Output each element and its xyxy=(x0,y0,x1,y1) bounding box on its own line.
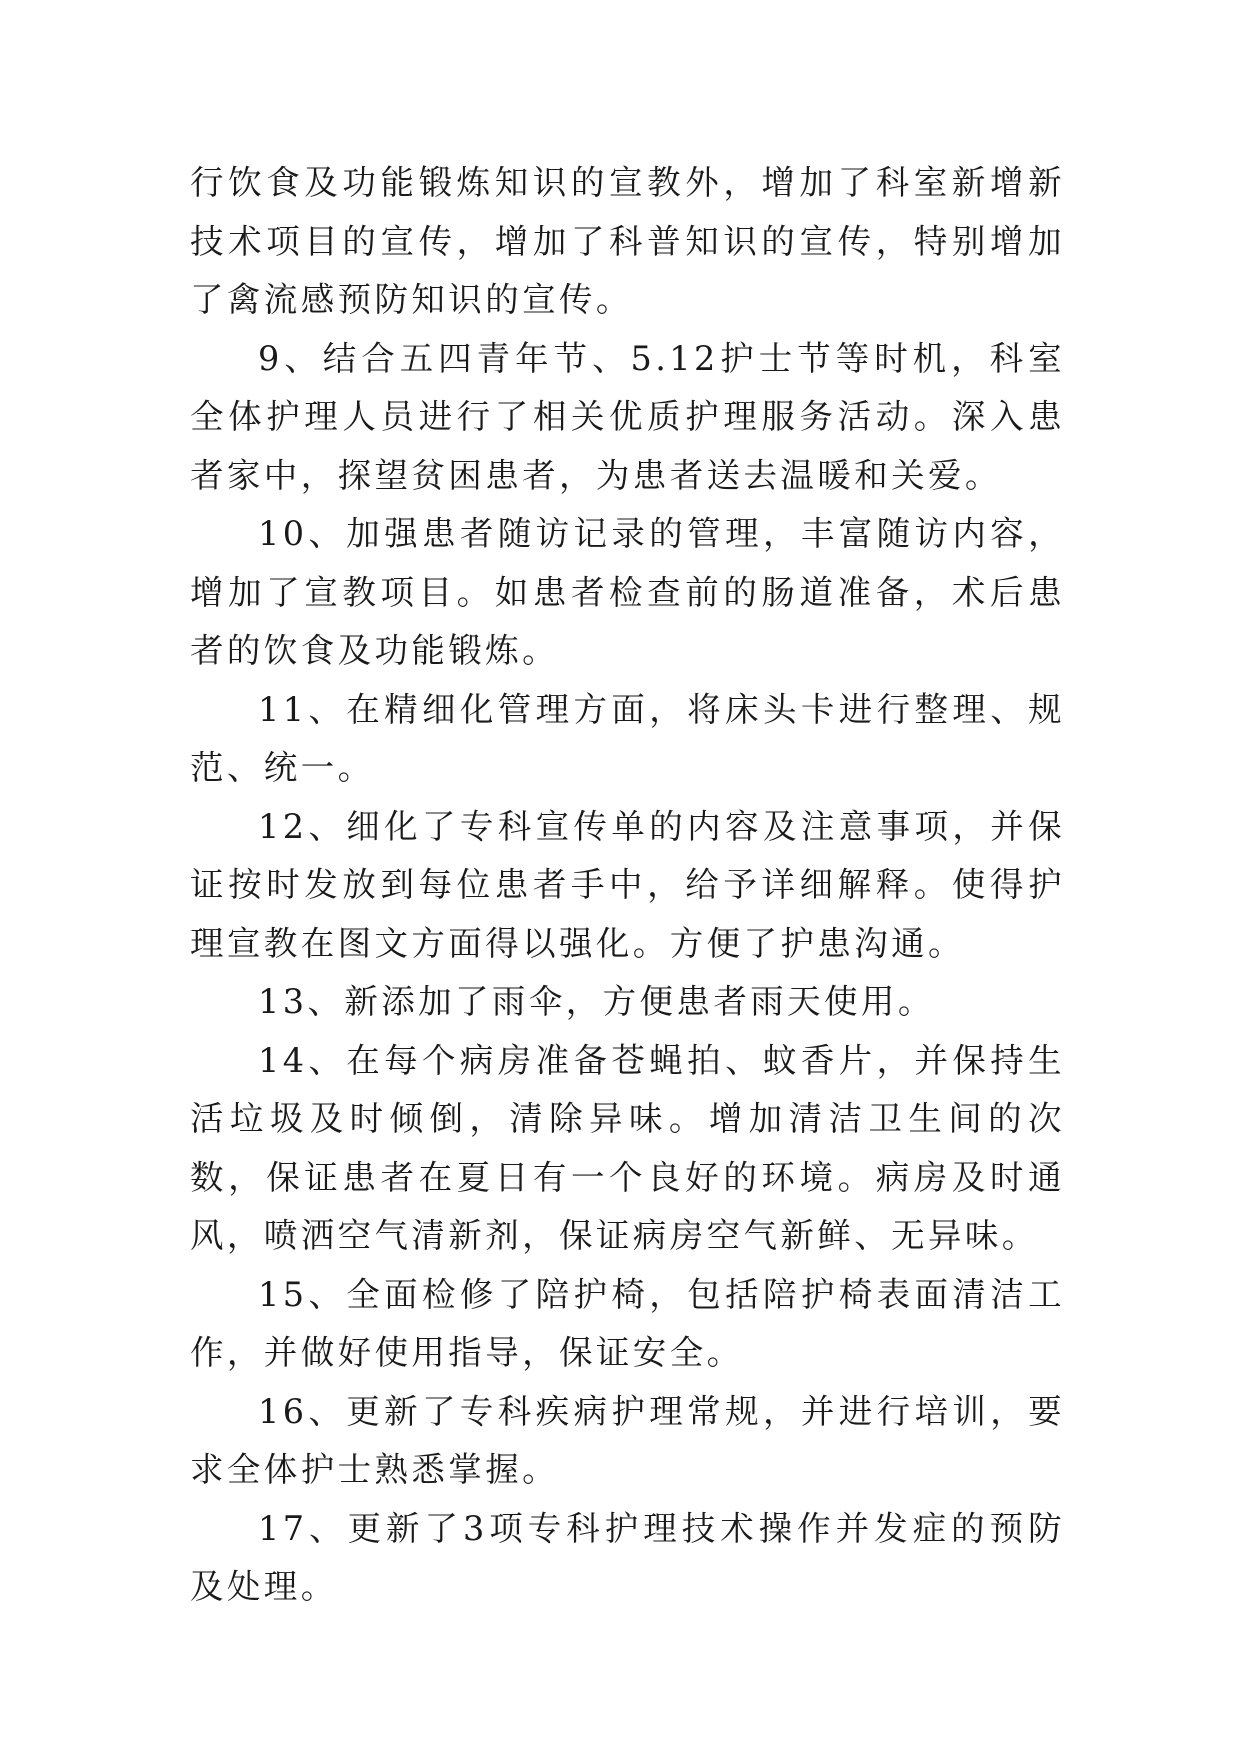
paragraph-item-15: 15、全面检修了陪护椅，包括陪护椅表面清洁工作，并做好使用指导，保证安全。 xyxy=(190,1274,1065,1372)
document-body xyxy=(190,154,1065,1617)
paragraph-item-10: 10、加强患者随访记录的管理，丰富随访内容，增加了宣教项目。如患者检查前的肠道准备，术后患者的饮食及功能锻炼。 xyxy=(190,514,1065,670)
paragraph-item-17: 17、更新了3项专科护理技术操作并发症的预防及处理。 xyxy=(190,1508,1065,1606)
paragraph-item-13: 13、新添加了雨伞，方便患者雨天使用。 xyxy=(258,982,935,1021)
paragraph-item-11: 11、在精细化管理方面，将床头卡进行整理、规范、统一。 xyxy=(190,689,1065,787)
paragraph-item-12: 12、细化了专科宣传单的内容及注意事项，并保证按时发放到每位患者手中，给予详细解释。使得护理宣教在图文方面得以强化。方便了护患沟通。 xyxy=(190,806,1065,963)
paragraph-item-9: 9、结合五四青年节、5.12护士节等时机，科室全体护理人员进行了相关优质护理服务活动。深入患者家中，探望贫困患者，为患者送去温暖和关爱。 xyxy=(190,338,1065,495)
paragraph-continuation: 行饮食及功能锻炼知识的宣教外，增加了科室新增新技术项目的宣传，增加了科普知识的宣传，特别增加了禽流感预防知识的宣传。 xyxy=(190,163,1065,319)
paragraph-item-16: 16、更新了专科疾病护理常规，并进行培训，要求全体护士熟悉掌握。 xyxy=(190,1391,1065,1489)
paragraph-item-14: 14、在每个病房准备苍蝇拍、蚊香片，并保持生活垃圾及时倾倒，清除异味。增加清洁卫生间的次数，保证患者在夏日有一个良好的环境。病房及时通风，喷洒空气清新剂，保证病房空气新鲜、无异味。 xyxy=(190,1040,1065,1255)
